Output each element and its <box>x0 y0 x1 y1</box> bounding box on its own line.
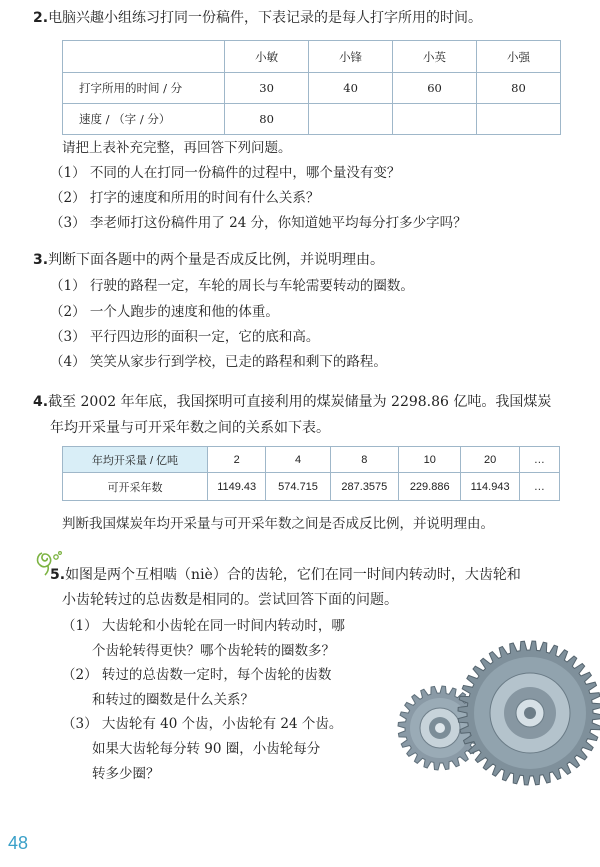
q2-table-row <box>63 73 561 104</box>
q5-title-text-1: 如图是两个互相啮（niè）合的齿轮，它们在同一时间内转动时，大齿轮和 <box>65 567 521 583</box>
q2-header-cell: 小锋 <box>309 41 393 73</box>
q2-cell <box>309 104 393 135</box>
q5-item-cont: 和转过的圈数是什么关系？ <box>92 692 254 708</box>
q4-cell: 229.886 <box>399 473 461 501</box>
q2-cell: 60 <box>393 73 477 104</box>
q2-cell <box>393 104 477 135</box>
q3-item: （4） 笑笑从家步行到学校，已走的路程和剩下的路程。 <box>50 354 387 370</box>
q2-header-cell: 小英 <box>393 41 477 73</box>
q2-cell: 30 <box>225 73 309 104</box>
large-gear-axle <box>524 707 536 719</box>
q5-item-cont: 个齿轮转得更快？哪个齿轮转的圈数多？ <box>92 643 335 659</box>
q2-item: （1） 不同的人在打同一份稿件的过程中，哪个量没有变？ <box>50 165 401 181</box>
q5-item: （1） 大齿轮和小齿轮在同一时间内转动时，哪 <box>62 618 345 634</box>
q2-row-label: 打字所用的时间 / 分 <box>63 73 225 104</box>
q3-item: （3） 平行四边形的面积一定，它的底和高。 <box>50 329 320 345</box>
q3-item: （1） 行驶的路程一定，车轮的周长与车轮需要转动的圈数。 <box>50 278 414 294</box>
gears-illustration <box>395 628 600 803</box>
q4-table-row <box>63 473 560 501</box>
q2-header-cell: 小强 <box>477 41 561 73</box>
q4-table <box>62 446 560 501</box>
q2-table-row <box>63 104 561 135</box>
q4-row-label: 可开采年数 <box>63 473 208 501</box>
q2-intro: 请把上表补充完整，再回答下列问题。 <box>62 140 292 156</box>
q2-table <box>62 40 561 135</box>
q2-item: （2） 打字的速度和所用的时间有什么关系？ <box>50 190 320 206</box>
q4-cell: 287.3575 <box>330 473 398 501</box>
q2-cell <box>477 104 561 135</box>
q4-cell: … <box>519 473 559 501</box>
q2-title-text: 电脑兴趣小组练习打同一份稿件，下表记录的是每人打字所用的时间。 <box>48 10 483 26</box>
small-gear-axle <box>435 723 445 733</box>
q5-item: （3） 大齿轮有 40 个齿，小齿轮有 24 个齿。 <box>62 716 343 732</box>
q4-question: 判断我国煤炭年均开采量与可开采年数之间是否成反比例，并说明理由。 <box>62 516 494 532</box>
gears-svg <box>395 628 600 803</box>
q5-title-text-2: 小齿轮转过的总齿数是相同的。尝试回答下面的问题。 <box>62 592 398 608</box>
q5-title: 5.如图是两个互相啮（niè）合的齿轮，它们在同一时间内转动时，大齿轮和 <box>50 567 521 583</box>
q2-cell: 80 <box>477 73 561 104</box>
q2-cell: 80 <box>225 104 309 135</box>
q2-header-cell <box>63 41 225 73</box>
q2-title: 2.电脑兴趣小组练习打同一份稿件，下表记录的是每人打字所用的时间。 <box>33 10 483 26</box>
q4-row-label: 年均开采量 / 亿吨 <box>63 447 208 473</box>
q4-cell: 10 <box>399 447 461 473</box>
q4-table-row <box>63 447 560 473</box>
q2-row-label: 速度 / （字 / 分） <box>63 104 225 135</box>
page-number: 48 <box>8 833 29 853</box>
q3-title-text: 判断下面各题中的两个量是否成反比例，并说明理由。 <box>48 252 385 268</box>
q3-title: 3.判断下面各题中的两个量是否成反比例，并说明理由。 <box>33 252 385 268</box>
q2-header-cell: 小敏 <box>225 41 309 73</box>
q5-item: （2） 转过的总齿数一定时，每个齿轮的齿数 <box>62 667 332 683</box>
q5-item-cont: 如果大齿轮每分转 90 圈，小齿轮每分 <box>92 741 321 757</box>
q4-cell: 1149.43 <box>207 473 265 501</box>
q4-title: 4.截至 2002 年年底，我国探明可直接利用的煤炭储量为 2298.86 亿吨。我国煤炭 <box>33 394 552 410</box>
q2-cell: 40 <box>309 73 393 104</box>
q5-item-cont: 转多少圈？ <box>92 766 160 782</box>
q4-title-text-2: 年均开采量与可开采年数之间的关系如下表。 <box>50 420 330 436</box>
q4-cell: … <box>519 447 559 473</box>
q3-item: （2） 一个人跑步的速度和他的体重。 <box>50 304 279 320</box>
q4-title-text-1: 截至 2002 年年底，我国探明可直接利用的煤炭储量为 2298.86 亿吨。我国煤炭 <box>48 394 552 410</box>
q4-cell: 4 <box>266 447 330 473</box>
q2-item: （3） 李老师打这份稿件用了 24 分，你知道她平均每分打多少字吗？ <box>50 215 467 231</box>
q2-table-header-row <box>63 41 561 73</box>
q4-cell: 2 <box>207 447 265 473</box>
q4-cell: 574.715 <box>266 473 330 501</box>
q4-cell: 8 <box>330 447 398 473</box>
q4-cell: 20 <box>461 447 519 473</box>
q4-cell: 114.943 <box>461 473 519 501</box>
